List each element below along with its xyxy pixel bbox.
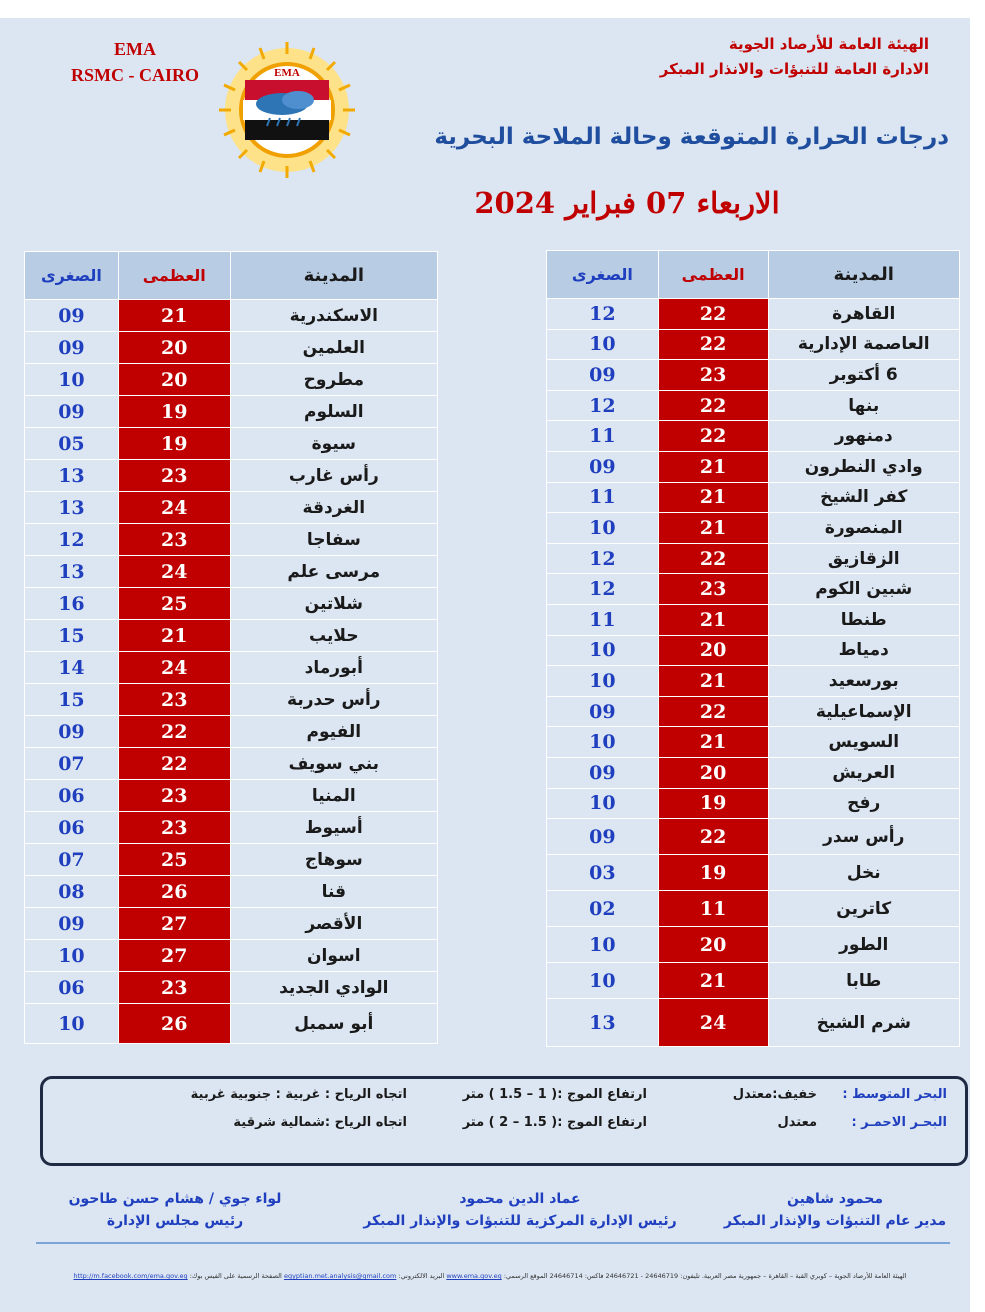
max-temp-cell: 21 bbox=[118, 620, 230, 652]
min-temp-cell: 06 bbox=[25, 780, 119, 812]
max-temp-cell: 19 bbox=[118, 428, 230, 460]
sea-name: البحر المتوسط : bbox=[842, 1087, 947, 1102]
max-temp-cell: 20 bbox=[658, 635, 768, 666]
min-temp-cell: 11 bbox=[547, 604, 659, 635]
max-temp-cell: 24 bbox=[658, 999, 768, 1047]
table-row bbox=[25, 876, 438, 908]
table-row bbox=[25, 812, 438, 844]
max-temp-cell: 21 bbox=[658, 666, 768, 697]
rsmc-label: RSMC - CAIRO bbox=[71, 65, 199, 85]
max-temp-cell: 25 bbox=[118, 588, 230, 620]
city-cell: وادي النطرون bbox=[768, 451, 960, 482]
ema-logo-icon bbox=[212, 40, 362, 180]
min-temp-cell: 02 bbox=[547, 891, 659, 927]
city-cell: الغردقة bbox=[230, 492, 437, 524]
city-cell: حلايب bbox=[230, 620, 437, 652]
city-cell: السلوم bbox=[230, 396, 437, 428]
city-cell: كاترين bbox=[768, 891, 960, 927]
max-temp-cell: 22 bbox=[658, 299, 768, 330]
city-cell: مطروح bbox=[230, 364, 437, 396]
city-cell: 6 أكتوبر bbox=[768, 360, 960, 391]
min-temp-cell: 15 bbox=[25, 684, 119, 716]
table-row bbox=[547, 666, 960, 697]
table-row bbox=[25, 524, 438, 556]
signature-forecast-director bbox=[715, 1188, 955, 1232]
table-row bbox=[25, 588, 438, 620]
max-temp-cell: 20 bbox=[658, 927, 768, 963]
city-cell: شلاتين bbox=[230, 588, 437, 620]
max-temp-cell: 11 bbox=[658, 891, 768, 927]
footer-divider bbox=[36, 1242, 950, 1244]
table-row bbox=[547, 788, 960, 819]
max-temp-cell: 20 bbox=[118, 332, 230, 364]
max-temp-cell: 24 bbox=[118, 492, 230, 524]
table-row bbox=[25, 716, 438, 748]
signatory-name: عماد الدين محمود bbox=[459, 1191, 581, 1207]
min-temp-cell: 06 bbox=[25, 972, 119, 1004]
min-temp-cell: 07 bbox=[25, 748, 119, 780]
table-row bbox=[547, 963, 960, 999]
table-row bbox=[547, 543, 960, 574]
max-temp-cell: 20 bbox=[118, 364, 230, 396]
table-row bbox=[547, 757, 960, 788]
ema-label: EMA bbox=[114, 39, 156, 59]
city-cell: المنصورة bbox=[768, 513, 960, 544]
table-row bbox=[25, 684, 438, 716]
city-cell: رأس سدر bbox=[768, 819, 960, 855]
min-temp-cell: 10 bbox=[547, 329, 659, 360]
city-cell: أسيوط bbox=[230, 812, 437, 844]
max-temp-cell: 22 bbox=[658, 329, 768, 360]
min-temp-cell: 10 bbox=[547, 963, 659, 999]
table-row bbox=[547, 819, 960, 855]
max-temp-cell: 22 bbox=[118, 716, 230, 748]
wind-direction: اتجاه الرياح : غربية : جنوبية غربية bbox=[190, 1087, 407, 1102]
city-cell: الاسكندرية bbox=[230, 300, 437, 332]
table-row bbox=[547, 482, 960, 513]
city-cell: سفاجا bbox=[230, 524, 437, 556]
table-row bbox=[547, 390, 960, 421]
signatory-title: مدير عام التنبؤات والإنذار المبكر bbox=[723, 1213, 947, 1229]
city-cell: رأس حدربة bbox=[230, 684, 437, 716]
min-temp-cell: 10 bbox=[547, 927, 659, 963]
min-temp-cell: 09 bbox=[547, 696, 659, 727]
min-temp-cell: 13 bbox=[25, 556, 119, 588]
city-cell: سوهاج bbox=[230, 844, 437, 876]
table-row bbox=[547, 451, 960, 482]
min-temp-cell: 10 bbox=[25, 1004, 119, 1044]
city-cell: قنا bbox=[230, 876, 437, 908]
min-temp-cell: 09 bbox=[547, 757, 659, 788]
max-temp-cell: 23 bbox=[118, 972, 230, 1004]
signatory-title: رئيس الإدارة المركزية للتنبؤات والإنذار المبكر bbox=[363, 1213, 677, 1229]
min-temp-cell: 12 bbox=[547, 390, 659, 421]
column-header-city: المدينة bbox=[768, 251, 960, 299]
city-cell: العلمين bbox=[230, 332, 437, 364]
signatory-title: رئيس مجلس الإدارة bbox=[106, 1213, 244, 1229]
city-cell: الوادي الجديد bbox=[230, 972, 437, 1004]
signature-central-director bbox=[355, 1188, 685, 1232]
bulletin-date: الاربعاء 07 فبراير 2024 bbox=[474, 186, 780, 220]
organization-header bbox=[509, 32, 929, 82]
city-cell: العاصمة الإدارية bbox=[768, 329, 960, 360]
sea-row-red-sea bbox=[57, 1115, 947, 1137]
min-temp-cell: 16 bbox=[25, 588, 119, 620]
city-cell: رفح bbox=[768, 788, 960, 819]
page-title: درجات الحرارة المتوقعة وحالة الملاحة البحرية bbox=[434, 124, 949, 150]
facebook-label: الصفحة الرسمية على الفيس بوك: bbox=[189, 1272, 282, 1280]
max-temp-cell: 22 bbox=[658, 390, 768, 421]
sea-state: معتدل bbox=[777, 1115, 817, 1130]
max-temp-cell: 19 bbox=[658, 788, 768, 819]
max-temp-cell: 19 bbox=[118, 396, 230, 428]
org-name: الهيئة العامة للأرصاد الجوية bbox=[728, 35, 929, 53]
min-temp-cell: 10 bbox=[25, 940, 119, 972]
table-row bbox=[25, 332, 438, 364]
max-temp-cell: 22 bbox=[658, 696, 768, 727]
min-temp-cell: 13 bbox=[547, 999, 659, 1047]
city-cell: كفر الشيخ bbox=[768, 482, 960, 513]
max-temp-cell: 25 bbox=[118, 844, 230, 876]
marine-conditions-box bbox=[40, 1076, 968, 1166]
temperature-table-left bbox=[24, 251, 438, 1044]
website-link[interactable]: www.ema.gov.eg bbox=[446, 1272, 502, 1280]
column-header-min: الصغرى bbox=[25, 252, 119, 300]
city-cell: مرسى علم bbox=[230, 556, 437, 588]
table-row bbox=[25, 428, 438, 460]
city-cell: شبين الكوم bbox=[768, 574, 960, 605]
max-temp-cell: 20 bbox=[658, 757, 768, 788]
wind-direction: اتجاه الرياح :شمالية شرقية bbox=[233, 1115, 407, 1130]
table-row bbox=[25, 780, 438, 812]
table-row bbox=[547, 604, 960, 635]
max-temp-cell: 27 bbox=[118, 908, 230, 940]
logo-text: EMA bbox=[274, 67, 300, 79]
ema-rsmc-label bbox=[40, 36, 230, 88]
min-temp-cell: 09 bbox=[547, 451, 659, 482]
city-cell: الإسماعيلية bbox=[768, 696, 960, 727]
max-temp-cell: 26 bbox=[118, 1004, 230, 1044]
city-cell: دمياط bbox=[768, 635, 960, 666]
top-margin bbox=[0, 0, 985, 18]
max-temp-cell: 21 bbox=[658, 451, 768, 482]
city-cell: بنها bbox=[768, 390, 960, 421]
table-row bbox=[25, 364, 438, 396]
min-temp-cell: 06 bbox=[25, 812, 119, 844]
min-temp-cell: 13 bbox=[25, 460, 119, 492]
table-row bbox=[25, 556, 438, 588]
city-cell: الطور bbox=[768, 927, 960, 963]
city-cell: رأس غارب bbox=[230, 460, 437, 492]
table-row bbox=[547, 513, 960, 544]
max-temp-cell: 23 bbox=[658, 574, 768, 605]
city-cell: الفيوم bbox=[230, 716, 437, 748]
email-label: البريد الالكتروني: bbox=[398, 1272, 445, 1280]
table-row bbox=[25, 300, 438, 332]
max-temp-cell: 23 bbox=[118, 780, 230, 812]
min-temp-cell: 15 bbox=[25, 620, 119, 652]
min-temp-cell: 08 bbox=[25, 876, 119, 908]
max-temp-cell: 24 bbox=[118, 556, 230, 588]
table-row bbox=[25, 396, 438, 428]
min-temp-cell: 14 bbox=[25, 652, 119, 684]
table-row bbox=[25, 1004, 438, 1044]
table-row bbox=[547, 299, 960, 330]
temperature-table-right bbox=[546, 250, 960, 1047]
table-row bbox=[25, 748, 438, 780]
max-temp-cell: 23 bbox=[118, 460, 230, 492]
min-temp-cell: 10 bbox=[25, 364, 119, 396]
min-temp-cell: 09 bbox=[547, 360, 659, 391]
table-row bbox=[547, 927, 960, 963]
city-cell: اسوان bbox=[230, 940, 437, 972]
table-row bbox=[547, 696, 960, 727]
city-cell: طابا bbox=[768, 963, 960, 999]
column-header-city: المدينة bbox=[230, 252, 437, 300]
city-cell: الزقازيق bbox=[768, 543, 960, 574]
table-row bbox=[547, 635, 960, 666]
max-temp-cell: 21 bbox=[658, 482, 768, 513]
table-row bbox=[25, 492, 438, 524]
max-temp-cell: 19 bbox=[658, 855, 768, 891]
min-temp-cell: 10 bbox=[547, 513, 659, 544]
min-temp-cell: 13 bbox=[25, 492, 119, 524]
max-temp-cell: 26 bbox=[118, 876, 230, 908]
wave-height: ارتفاع الموج :( 1 – 1.5 ) متر bbox=[462, 1087, 647, 1102]
min-temp-cell: 05 bbox=[25, 428, 119, 460]
min-temp-cell: 10 bbox=[547, 635, 659, 666]
signatory-name: محمود شاهين bbox=[786, 1191, 884, 1207]
table-row bbox=[25, 460, 438, 492]
max-temp-cell: 23 bbox=[658, 360, 768, 391]
city-cell: العريش bbox=[768, 757, 960, 788]
signatory-name: لواء جوي / هشام حسن طاحون bbox=[68, 1191, 282, 1207]
max-temp-cell: 22 bbox=[658, 543, 768, 574]
city-cell: أبورماد bbox=[230, 652, 437, 684]
city-cell: بني سويف bbox=[230, 748, 437, 780]
sea-name: البحـر الاحمـر : bbox=[851, 1115, 947, 1130]
city-cell: شرم الشيخ bbox=[768, 999, 960, 1047]
city-cell: نخل bbox=[768, 855, 960, 891]
city-cell: طنطا bbox=[768, 604, 960, 635]
max-temp-cell: 21 bbox=[658, 513, 768, 544]
city-cell: القاهرة bbox=[768, 299, 960, 330]
city-cell: دمنهور bbox=[768, 421, 960, 452]
signature-chairman bbox=[45, 1188, 305, 1232]
table-row bbox=[25, 908, 438, 940]
max-temp-cell: 23 bbox=[118, 524, 230, 556]
email-link[interactable]: egyptian.met.analysis@gmail.com bbox=[283, 1272, 397, 1280]
max-temp-cell: 22 bbox=[118, 748, 230, 780]
column-header-min: الصغرى bbox=[547, 251, 659, 299]
table-row bbox=[547, 421, 960, 452]
city-cell: بورسعيد bbox=[768, 666, 960, 697]
table-row bbox=[547, 574, 960, 605]
min-temp-cell: 09 bbox=[25, 908, 119, 940]
table-row bbox=[25, 844, 438, 876]
table-row bbox=[25, 972, 438, 1004]
max-temp-cell: 21 bbox=[658, 963, 768, 999]
city-cell: المنيا bbox=[230, 780, 437, 812]
org-department: الادارة العامة للتنبؤات والانذار المبكر bbox=[659, 60, 929, 78]
min-temp-cell: 09 bbox=[25, 716, 119, 748]
min-temp-cell: 10 bbox=[547, 666, 659, 697]
max-temp-cell: 23 bbox=[118, 684, 230, 716]
min-temp-cell: 11 bbox=[547, 421, 659, 452]
table-row bbox=[547, 329, 960, 360]
max-temp-cell: 22 bbox=[658, 819, 768, 855]
max-temp-cell: 21 bbox=[658, 604, 768, 635]
min-temp-cell: 11 bbox=[547, 482, 659, 513]
table-row bbox=[25, 652, 438, 684]
footer-address: الهيئة العامة للأرصاد الجوية – كوبري القبة – القاهرة – جمهورية مصر العربية. تليفون: 24646719 - 24646721 فاكس: 24646714 الموقع الرسمي: bbox=[503, 1272, 907, 1280]
min-temp-cell: 09 bbox=[547, 819, 659, 855]
max-temp-cell: 24 bbox=[118, 652, 230, 684]
wave-height: ارتفاع الموج :( 1.5 – 2 ) متر bbox=[462, 1115, 647, 1130]
table-row bbox=[547, 360, 960, 391]
facebook-link[interactable]: http://m.facebook.com/ema.gov.eg bbox=[73, 1272, 188, 1280]
table-row bbox=[25, 940, 438, 972]
min-temp-cell: 12 bbox=[547, 543, 659, 574]
min-temp-cell: 12 bbox=[25, 524, 119, 556]
min-temp-cell: 09 bbox=[25, 300, 119, 332]
max-temp-cell: 22 bbox=[658, 421, 768, 452]
min-temp-cell: 10 bbox=[547, 788, 659, 819]
max-temp-cell: 21 bbox=[118, 300, 230, 332]
table-row bbox=[547, 727, 960, 758]
table-row bbox=[547, 999, 960, 1047]
max-temp-cell: 23 bbox=[118, 812, 230, 844]
table-row bbox=[25, 620, 438, 652]
column-header-max: العظمى bbox=[118, 252, 230, 300]
min-temp-cell: 12 bbox=[547, 299, 659, 330]
min-temp-cell: 03 bbox=[547, 855, 659, 891]
min-temp-cell: 10 bbox=[547, 727, 659, 758]
table-row bbox=[547, 855, 960, 891]
sea-row-mediterranean bbox=[57, 1087, 947, 1109]
city-cell: الأقصر bbox=[230, 908, 437, 940]
city-cell: سيوة bbox=[230, 428, 437, 460]
min-temp-cell: 09 bbox=[25, 396, 119, 428]
sea-state: خفيف:معتدل bbox=[732, 1087, 817, 1102]
max-temp-cell: 21 bbox=[658, 727, 768, 758]
city-cell: السويس bbox=[768, 727, 960, 758]
min-temp-cell: 09 bbox=[25, 332, 119, 364]
max-temp-cell: 27 bbox=[118, 940, 230, 972]
min-temp-cell: 07 bbox=[25, 844, 119, 876]
table-row bbox=[547, 891, 960, 927]
city-cell: أبو سمبل bbox=[230, 1004, 437, 1044]
column-header-max: العظمى bbox=[658, 251, 768, 299]
min-temp-cell: 12 bbox=[547, 574, 659, 605]
footer-contact bbox=[40, 1272, 940, 1280]
